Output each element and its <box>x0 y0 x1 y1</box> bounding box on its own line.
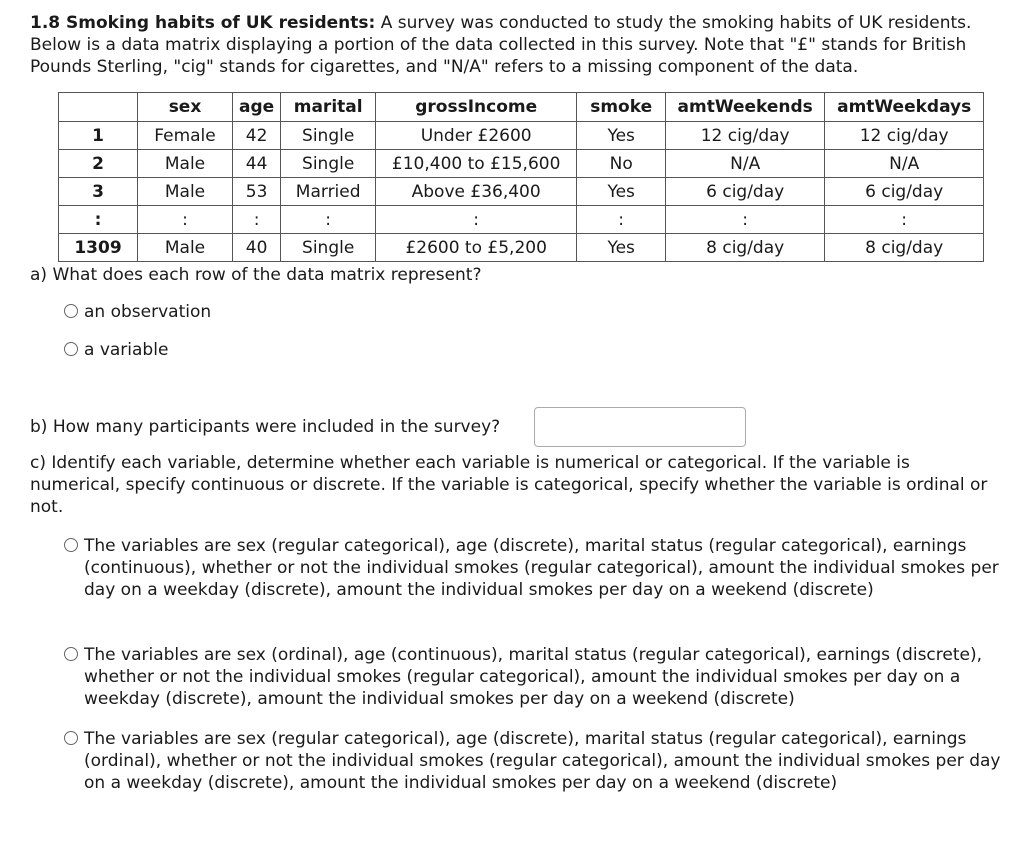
radio-button[interactable] <box>64 304 78 318</box>
table-header-row <box>59 93 984 122</box>
participants-answer-input[interactable] <box>534 407 746 447</box>
table-row <box>59 150 984 178</box>
table-cell: Male <box>138 150 233 178</box>
table-cell: 53 <box>233 178 281 206</box>
table-cell: £10,400 to £15,600 <box>376 150 577 178</box>
option-label: an observation <box>84 302 212 322</box>
table-cell: Single <box>281 234 376 262</box>
table-cell: No <box>577 150 666 178</box>
table-cell: : <box>577 206 666 234</box>
table-cell: Yes <box>577 178 666 206</box>
table-cell: 42 <box>233 122 281 150</box>
column-header-marital: marital <box>281 93 376 122</box>
table-cell: N/A <box>825 150 984 178</box>
table-cell: Single <box>281 150 376 178</box>
column-header-smoke: smoke <box>577 93 666 122</box>
table-row-ellipsis <box>59 206 984 234</box>
table-cell: Married <box>281 178 376 206</box>
table-cell: 6 cig/day <box>825 178 984 206</box>
problem-description: A survey was conducted to study the smoking habits of UK residents. Below is a data matrix displaying a portion of the data collected in this survey. Note that "£" stands for British Pounds Sterling, "cig" stands for cigarettes, and "N/A" refers to a missing component of the data. <box>30 13 972 77</box>
radio-button[interactable] <box>64 342 78 356</box>
option-c-3[interactable] <box>64 728 1004 794</box>
option-label: The variables are sex (regular categorical), age (discrete), marital status (regular categorical), earnings (ordinal), whether or not the individual smokes (regular categorical), amount the individual smokes per day on a weekday (discrete), amount the individual smokes per day on a weekend (discrete) <box>84 729 1001 793</box>
table-row <box>59 122 984 150</box>
table-cell: Yes <box>577 234 666 262</box>
table-cell: 12 cig/day <box>825 122 984 150</box>
table-cell: Under £2600 <box>376 122 577 150</box>
data-matrix-table <box>58 92 984 262</box>
question-b-text: b) How many participants were included in the survey? <box>30 417 501 437</box>
question-a-text: a) What does each row of the data matrix represent? <box>30 265 482 285</box>
row-id: 1 <box>59 122 138 150</box>
radio-button[interactable] <box>64 538 78 552</box>
table-cell: : <box>138 206 233 234</box>
row-id: : <box>59 206 138 234</box>
table-cell: Above £36,400 <box>376 178 577 206</box>
option-label: a variable <box>84 340 169 360</box>
table-cell: Male <box>138 178 233 206</box>
column-header-amtweekends: amtWeekends <box>666 93 825 122</box>
table-cell: Female <box>138 122 233 150</box>
row-id: 3 <box>59 178 138 206</box>
table-cell: £2600 to £5,200 <box>376 234 577 262</box>
table-cell: : <box>281 206 376 234</box>
radio-button[interactable] <box>64 731 78 745</box>
table-cell: : <box>666 206 825 234</box>
option-label: The variables are sex (ordinal), age (continuous), marital status (regular categorical), earnings (discrete), whether or not the individual smokes (regular categorical), amount the individual smokes per day on a weekday (discrete), amount the individual smokes per day on a weekend (discrete) <box>84 645 983 709</box>
column-header-amtweekdays: amtWeekdays <box>825 93 984 122</box>
table-cell: 12 cig/day <box>666 122 825 150</box>
table-cell: Yes <box>577 122 666 150</box>
table-cell: 8 cig/day <box>666 234 825 262</box>
option-label: The variables are sex (regular categorical), age (discrete), marital status (regular categorical), earnings (continuous), whether or not the individual smokes (regular categorical), amount the individual smokes per day on a weekday (discrete), amount the individual smokes per day on a weekend (discrete) <box>84 536 999 600</box>
table-cell: : <box>233 206 281 234</box>
row-id: 1309 <box>59 234 138 262</box>
table-cell: : <box>376 206 577 234</box>
table-cell: 44 <box>233 150 281 178</box>
option-observation[interactable] <box>64 301 211 323</box>
table-cell: 40 <box>233 234 281 262</box>
table-row <box>59 178 984 206</box>
column-header-sex: sex <box>138 93 233 122</box>
table-corner-cell <box>59 93 138 122</box>
problem-intro <box>30 12 1005 78</box>
radio-button[interactable] <box>64 647 78 661</box>
table-cell: Male <box>138 234 233 262</box>
table-cell: Single <box>281 122 376 150</box>
table-cell: 6 cig/day <box>666 178 825 206</box>
option-c-1[interactable] <box>64 535 1004 601</box>
option-c-2[interactable] <box>64 644 1004 710</box>
column-header-grossincome: grossIncome <box>376 93 577 122</box>
table-cell: N/A <box>666 150 825 178</box>
problem-heading: 1.8 Smoking habits of UK residents: <box>30 13 376 33</box>
table-cell: 8 cig/day <box>825 234 984 262</box>
row-id: 2 <box>59 150 138 178</box>
table-cell: : <box>825 206 984 234</box>
column-header-age: age <box>233 93 281 122</box>
option-variable[interactable] <box>64 339 168 361</box>
table-row <box>59 234 984 262</box>
question-c-text: c) Identify each variable, determine whether each variable is numerical or categorical. If the variable is numerical, specify continuous or discrete. If the variable is categorical, specify whether the variable is ordinal or not. <box>30 453 988 517</box>
